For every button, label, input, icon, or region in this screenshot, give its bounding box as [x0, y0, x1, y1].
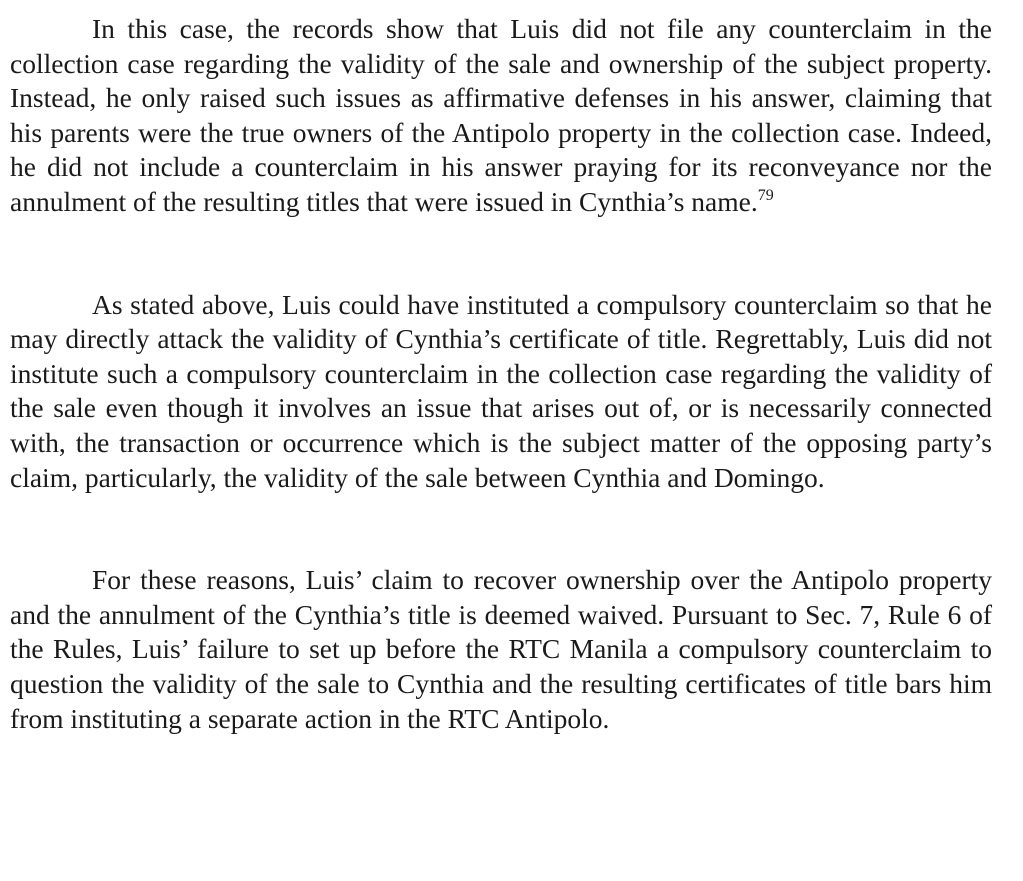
- paragraph-1-text: In this case, the records show that Luis did not file any counterclaim in the collection case regarding the validity of the sale and ownership of the subject property. Instead, he only raised such issues as affirmative defenses in his answer, claiming that his parents were the true owners of the Antipolo property in the collection case. Indeed, he did not include a counterclaim in his answer praying for its reconveyance nor the annulment of the resulting titles that were issued in Cynthia’s name.: [10, 13, 992, 217]
- paragraph-2-text: As stated above, Luis could have instituted a compulsory counterclaim so that he may directly attack the validity of Cynthia’s certificate of title. Regrettably, Luis did not institute such a compulsory counterclaim in the collection case regarding the validity of the sale even though it involves an issue that arises out of, or is necessarily connected with, the transaction or occurrence which is the subject matter of the opposing party’s claim, particularly, the validity of the sale between Cynthia and Domingo.: [10, 288, 992, 493]
- footnote-reference[interactable]: 79: [757, 186, 774, 204]
- paragraph-3: [10, 563, 992, 736]
- paragraph-3-text: For these reasons, Luis’ claim to recover ownership over the Antipolo property and the annulment of the Cynthia’s title is deemed waived. Pursuant to Sec. 7, Rule 6 of the Rules, Luis’ failure to set up before the RTC Manila a compulsory counterclaim to question the validity of the sale to Cynthia and the resulting certificates of title bars him from instituting a separate action in the RTC Antipolo.: [10, 564, 992, 734]
- document-page: [10, 12, 992, 736]
- paragraph-2: [10, 288, 992, 496]
- paragraph-1: [10, 12, 992, 220]
